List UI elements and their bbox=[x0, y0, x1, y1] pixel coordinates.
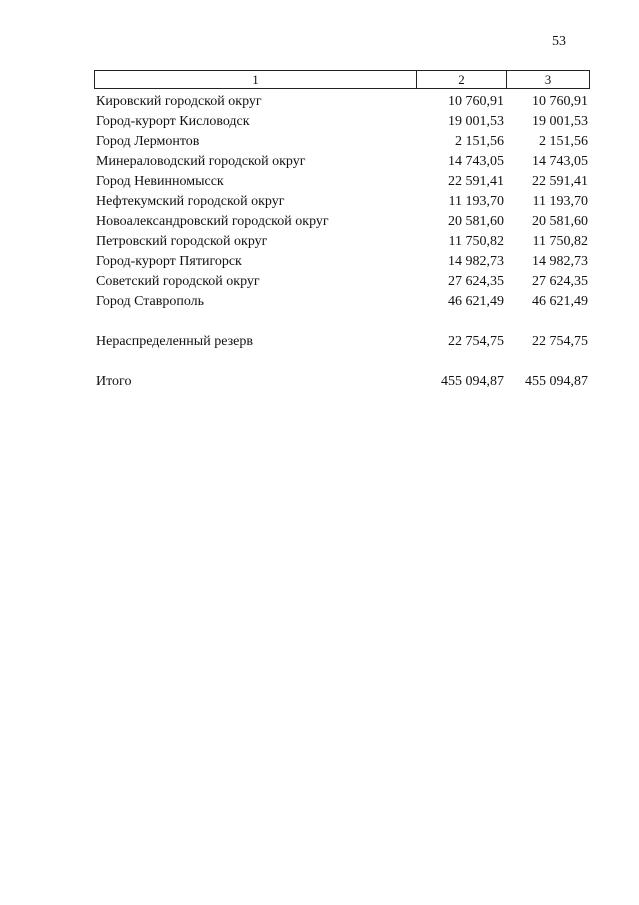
row-value-col3: 19 001,53 bbox=[532, 114, 588, 129]
row-value-col3: 2 151,56 bbox=[539, 134, 588, 149]
row-value-col3: 14 982,73 bbox=[532, 254, 588, 269]
page-number: 53 bbox=[552, 34, 566, 49]
table-row bbox=[96, 132, 590, 152]
row-name: Город-курорт Кисловодск bbox=[96, 114, 250, 129]
total-value-col3: 455 094,87 bbox=[525, 374, 588, 389]
table-row bbox=[96, 212, 590, 232]
row-name: Нефтекумский городской округ bbox=[96, 194, 285, 209]
row-value-col3: 14 743,05 bbox=[532, 154, 588, 169]
table-row bbox=[96, 152, 590, 172]
reserve-name: Нераспределенный резерв bbox=[96, 334, 253, 349]
table-row bbox=[96, 172, 590, 192]
total-row bbox=[96, 372, 590, 392]
row-name: Петровский городской округ bbox=[96, 234, 268, 249]
header-col-3: 3 bbox=[544, 72, 552, 87]
row-spacer bbox=[96, 312, 590, 332]
table-row bbox=[96, 232, 590, 252]
reserve-value-col3: 22 754,75 bbox=[532, 334, 588, 349]
row-value-col2: 11 193,70 bbox=[448, 194, 504, 209]
reserve-value-col2: 22 754,75 bbox=[448, 334, 504, 349]
row-name: Советский городской округ bbox=[96, 274, 260, 289]
row-value-col2: 14 982,73 bbox=[448, 254, 504, 269]
row-value-col2: 2 151,56 bbox=[455, 134, 504, 149]
table-body bbox=[96, 92, 590, 392]
table-row bbox=[96, 252, 590, 272]
row-name: Новоалександровский городской округ bbox=[96, 214, 329, 229]
row-value-col2: 10 760,91 bbox=[448, 94, 504, 109]
header-col-2: 2 bbox=[417, 71, 507, 88]
total-name: Итого bbox=[96, 374, 132, 389]
row-value-col2: 22 591,41 bbox=[448, 174, 504, 189]
row-value-col3: 22 591,41 bbox=[532, 174, 588, 189]
table-row bbox=[96, 292, 590, 312]
total-value-col2: 455 094,87 bbox=[441, 374, 504, 389]
table-row bbox=[96, 92, 590, 112]
row-value-col2: 11 750,82 bbox=[448, 234, 504, 249]
row-value-col2: 46 621,49 bbox=[448, 294, 504, 309]
table-header bbox=[94, 70, 590, 89]
table-row bbox=[96, 112, 590, 132]
row-name: Город Невинномысск bbox=[96, 174, 224, 189]
table-row bbox=[96, 192, 590, 212]
row-name: Город-курорт Пятигорск bbox=[96, 254, 242, 269]
row-name: Город Ставрополь bbox=[96, 294, 205, 309]
header-col-1: 1 bbox=[95, 71, 417, 88]
table-row bbox=[96, 272, 590, 292]
row-name: Город Лермонтов bbox=[96, 134, 200, 149]
row-value-col3: 11 193,70 bbox=[532, 194, 588, 209]
row-value-col3: 46 621,49 bbox=[532, 294, 588, 309]
row-value-col3: 10 760,91 bbox=[532, 94, 588, 109]
row-value-col2: 27 624,35 bbox=[448, 274, 504, 289]
row-value-col3: 11 750,82 bbox=[532, 234, 588, 249]
reserve-row bbox=[96, 332, 590, 352]
row-spacer bbox=[96, 352, 590, 372]
row-value-col3: 20 581,60 bbox=[532, 214, 588, 229]
row-value-col2: 19 001,53 bbox=[448, 114, 504, 129]
row-value-col3: 27 624,35 bbox=[532, 274, 588, 289]
row-name: Минераловодский городской округ bbox=[96, 154, 306, 169]
row-name: Кировский городской округ bbox=[96, 94, 262, 109]
row-value-col2: 20 581,60 bbox=[448, 214, 504, 229]
row-value-col2: 14 743,05 bbox=[448, 154, 504, 169]
